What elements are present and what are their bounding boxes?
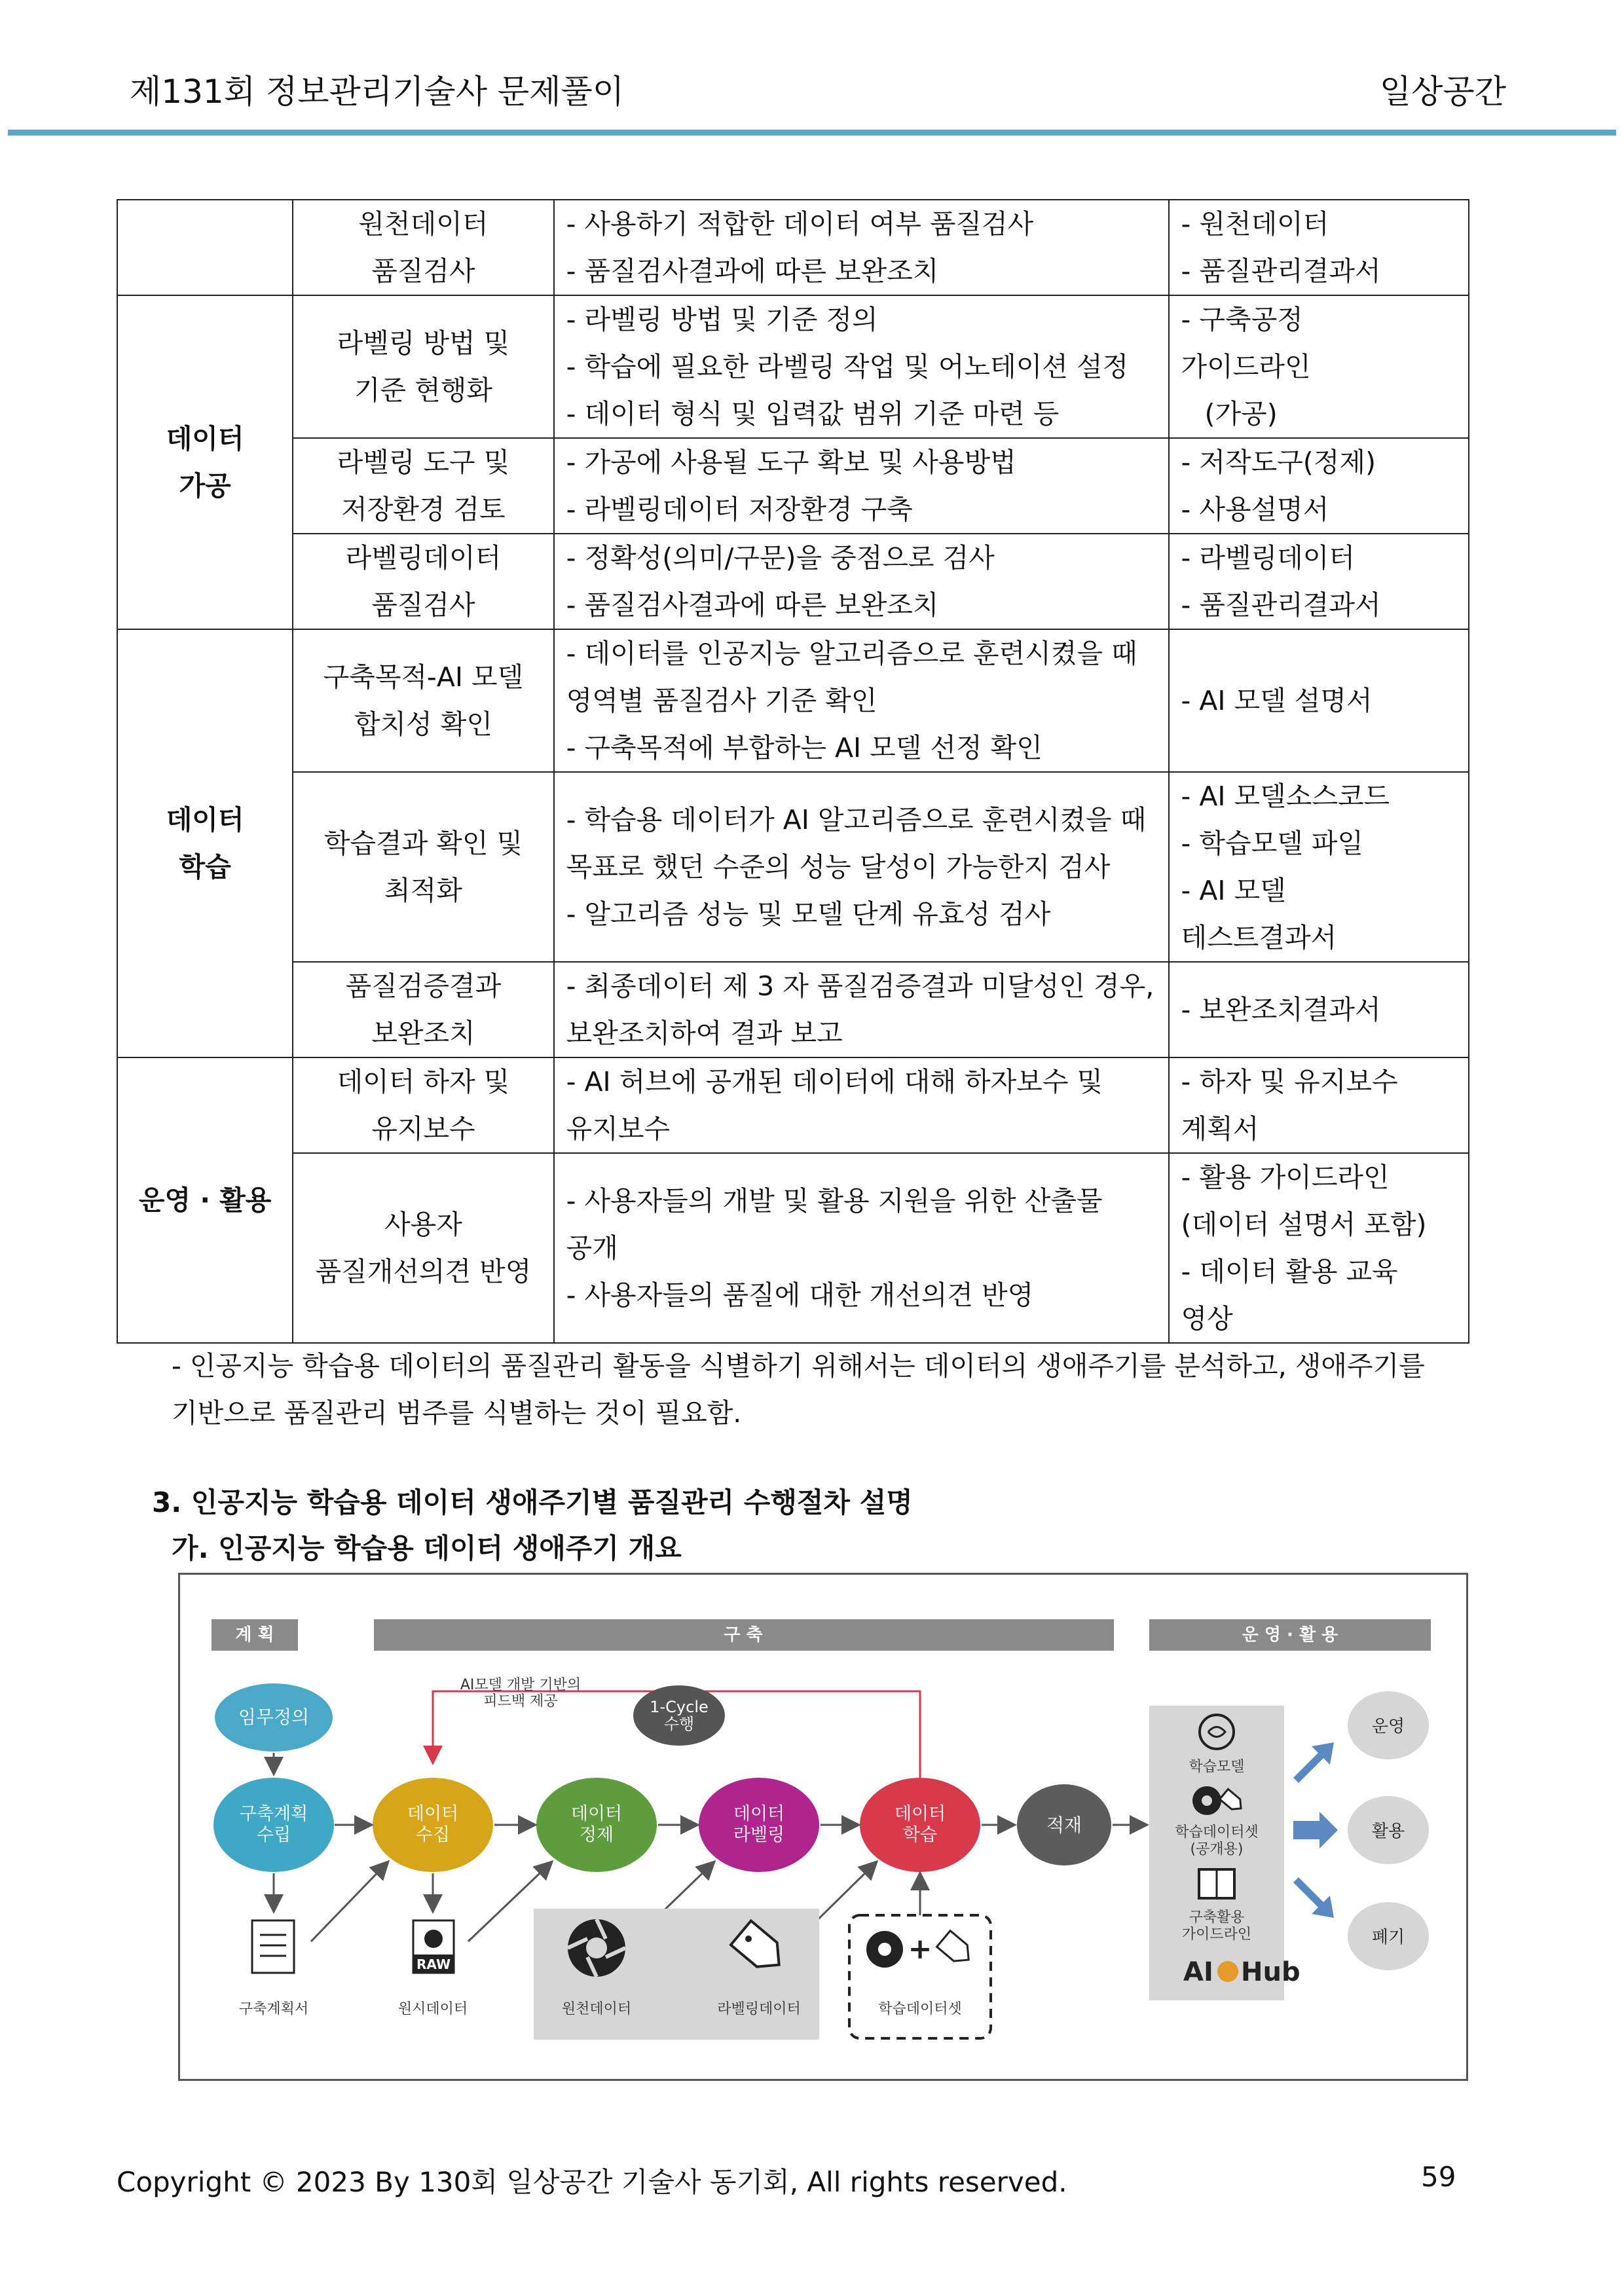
svg-text:데이터: 데이터 <box>570 1804 623 1824</box>
table-output-cell: - 라벨링데이터 - 품질관리결과서 <box>1169 534 1469 629</box>
lifecycle-figure <box>178 1573 1468 2081</box>
subsection-heading: 가. 인공지능 학습용 데이터 생애주기 개요 <box>172 1532 682 1564</box>
table-desc-cell: - 최종데이터 제 3 자 품질검증결과 미달성인 경우, 보완조치하여 결과 보고 <box>554 962 1169 1057</box>
table-desc-cell: - 가공에 사용될 도구 확보 및 사용방법 - 라벨링데이터 저장환경 구축 <box>554 438 1169 534</box>
svg-text:학습: 학습 <box>902 1825 938 1845</box>
hub-model-label: 학습모델 <box>1189 1759 1245 1775</box>
svg-text:라벨링: 라벨링 <box>733 1825 785 1845</box>
svg-text:구축계획: 구축계획 <box>239 1804 308 1824</box>
hub-guide-label: 가이드라인 <box>1181 1926 1252 1943</box>
hub-dataset-label: 학습데이터셋 <box>1175 1824 1259 1841</box>
svg-text:활용: 활용 <box>1371 1822 1405 1841</box>
table-row <box>117 1057 1469 1153</box>
svg-text:수립: 수립 <box>256 1825 291 1845</box>
flow-arrow <box>311 1863 387 1941</box>
table-desc-cell: - 데이터를 인공지능 알고리즘으로 훈련시켰을 때 영역별 품질검사 기준 확인 - 구축목적에 부합하는 AI 모델 선정 확인 <box>554 629 1169 772</box>
table-output-cell: - 활용 가이드라인 (데이터 설명서 포함) - 데이터 활용 교육 영상 <box>1169 1153 1469 1343</box>
footer-copyright: Copyright © 2023 By 130회 일상공간 기술사 동기회, All rights reserved. <box>117 2166 1067 2198</box>
table-desc-cell: - 학습용 데이터가 AI 알고리즘으로 훈련시켰을 때 목표로 했던 수준의 성능 달성이 가능한지 검사 - 알고리즘 성능 및 모델 단계 유효성 검사 <box>554 772 1169 962</box>
raw-file-icon <box>413 1920 454 1973</box>
svg-text:폐기: 폐기 <box>1371 1928 1405 1947</box>
table-row <box>117 629 1469 772</box>
table-sub-cell: 사용자 품질개선의견 반영 <box>293 1153 553 1343</box>
arrow-to-discard <box>1293 1877 1334 1918</box>
ai-hub-logo-hub: Hub <box>1241 1957 1301 1987</box>
svg-text:+: + <box>908 1932 932 1966</box>
table-output-cell: - AI 모델 설명서 <box>1169 629 1469 772</box>
page-number: 59 <box>1421 2161 1456 2193</box>
svg-text:데이터: 데이터 <box>733 1804 785 1824</box>
table-sub-cell: 원천데이터 품질검사 <box>293 200 553 295</box>
outcome-operate <box>1348 1691 1429 1759</box>
step-load <box>1017 1784 1111 1865</box>
table-row <box>117 534 1469 629</box>
outcome-utilize <box>1348 1796 1429 1864</box>
aperture-icon <box>568 1919 625 1977</box>
phase-build-label: 구 축 <box>724 1625 763 1645</box>
ai-hub-logo-ai: AI <box>1183 1957 1213 1987</box>
table-output-cell: - 원천데이터 - 품질관리결과서 <box>1169 200 1469 295</box>
step-label <box>699 1778 819 1872</box>
table-row <box>117 1153 1469 1343</box>
table-sub-cell: 품질검증결과 보완조치 <box>293 962 553 1057</box>
table-desc-cell: - AI 허브에 공개된 데이터에 대해 하자보수 및 유지보수 <box>554 1057 1169 1153</box>
table-row <box>117 295 1469 438</box>
table-group-cell <box>117 200 293 295</box>
hub-guide-label: 구축활용 <box>1189 1909 1245 1926</box>
step-refine <box>536 1778 657 1872</box>
table-desc-cell: - 사용하기 적합한 데이터 여부 품질검사 - 품질검사결과에 따른 보완조치 <box>554 200 1169 295</box>
svg-text:운영: 운영 <box>1371 1717 1405 1736</box>
hub-dataset-label: (공개용) <box>1190 1841 1244 1858</box>
label-data-label: 라벨링데이터 <box>717 2001 801 2017</box>
phase-plan-label: 계 획 <box>235 1625 274 1645</box>
feedback-label: AI모델 개발 기반의 <box>460 1677 581 1693</box>
cycle-label: 수행 <box>663 1715 695 1733</box>
header-divider <box>8 130 1616 136</box>
table-output-cell: - 하자 및 유지보수 계획서 <box>1169 1057 1469 1153</box>
arrow-to-utilize <box>1293 1812 1338 1848</box>
step-plan <box>213 1778 334 1872</box>
table-desc-cell: - 라벨링 방법 및 기준 정의 - 학습에 필요한 라벨링 작업 및 어노테이션 설정 - 데이터 형식 및 입력값 범위 기준 마련 등 <box>554 295 1169 438</box>
train-set-icon <box>866 1931 975 1968</box>
table-output-cell: - 구축공정 가이드라인 (가공) <box>1169 295 1469 438</box>
svg-text:수집: 수집 <box>415 1825 451 1845</box>
table-sub-cell: 학습결과 확인 및 최적화 <box>293 772 553 962</box>
page-header-right: 일상공간 <box>1379 73 1506 111</box>
table-row <box>117 438 1469 534</box>
table-sub-cell: 구축목적-AI 모델 합치성 확인 <box>293 629 553 772</box>
svg-text:데이터: 데이터 <box>407 1804 459 1824</box>
svg-text:정제: 정제 <box>579 1825 614 1845</box>
table-sub-cell: 데이터 하자 및 유지보수 <box>293 1057 553 1153</box>
train-set-label: 학습데이터셋 <box>878 2001 962 2017</box>
quality-activity-table <box>117 199 1469 1344</box>
source-data-label: 원천데이터 <box>561 2001 632 2017</box>
table-output-cell: - AI 모델소스코드 - 학습모델 파일 - AI 모델 테스트결과서 <box>1169 772 1469 962</box>
page-header-title: 제131회 정보관리기술사 문제풀이 <box>130 73 625 111</box>
table-sub-cell: 라벨링 도구 및 저장환경 검토 <box>293 438 553 534</box>
table-row <box>117 200 1469 295</box>
feedback-label: 피드백 제공 <box>483 1693 558 1710</box>
raw-data-label: 원시데이터 <box>397 2001 468 2017</box>
guide-book-icon <box>1199 1869 1234 1898</box>
table-sub-cell: 라벨링 방법 및 기준 현행화 <box>293 295 553 438</box>
table-note: - 인공지능 학습용 데이터의 품질관리 활동을 식별하기 위해서는 데이터의 생애주기를 분석하고, 생애주기를 기반으로 품질관리 범주를 식별하는 것이 필요함. <box>172 1350 1425 1429</box>
table-row <box>117 772 1469 962</box>
step-collect <box>373 1778 493 1872</box>
table-desc-cell: - 사용자들의 개발 및 활용 지원을 위한 산출물 공개 - 사용자들의 품질에 대한 개선의견 반영 <box>554 1153 1169 1343</box>
table-sub-cell: 라벨링데이터 품질검사 <box>293 534 553 629</box>
ai-hub-logo-mark <box>1217 1961 1238 1982</box>
mission-define-label: 임무정의 <box>238 1706 310 1728</box>
table-row <box>117 962 1469 1057</box>
cycle-label: 1-Cycle <box>650 1698 709 1716</box>
group-data-processing: 데이터 가공 <box>117 295 293 629</box>
svg-text:적재: 적재 <box>1046 1814 1082 1836</box>
group-data-learning: 데이터 학습 <box>117 629 293 1057</box>
phase-ops-label: 운 영 · 활 용 <box>1242 1625 1338 1645</box>
group-operation: 운영 · 활용 <box>117 1057 293 1343</box>
outcome-discard <box>1348 1902 1429 1970</box>
plan-document-icon <box>252 1920 294 1973</box>
table-desc-cell: - 정확성(의미/구문)을 중점으로 검사 - 품질검사결과에 따른 보완조치 <box>554 534 1169 629</box>
table-output-cell: - 보완조치결과서 <box>1169 962 1469 1057</box>
svg-text:RAW: RAW <box>416 1956 451 1972</box>
arrow-to-operate <box>1293 1742 1334 1783</box>
svg-text:데이터: 데이터 <box>894 1804 946 1824</box>
table-output-cell: - 저작도구(정제) - 사용설명서 <box>1169 438 1469 534</box>
section-heading: 3. 인공지능 학습용 데이터 생애주기별 품질관리 수행절차 설명 <box>152 1486 913 1518</box>
step-learn <box>860 1778 980 1872</box>
plan-document-label: 구축계획서 <box>238 2001 309 2017</box>
